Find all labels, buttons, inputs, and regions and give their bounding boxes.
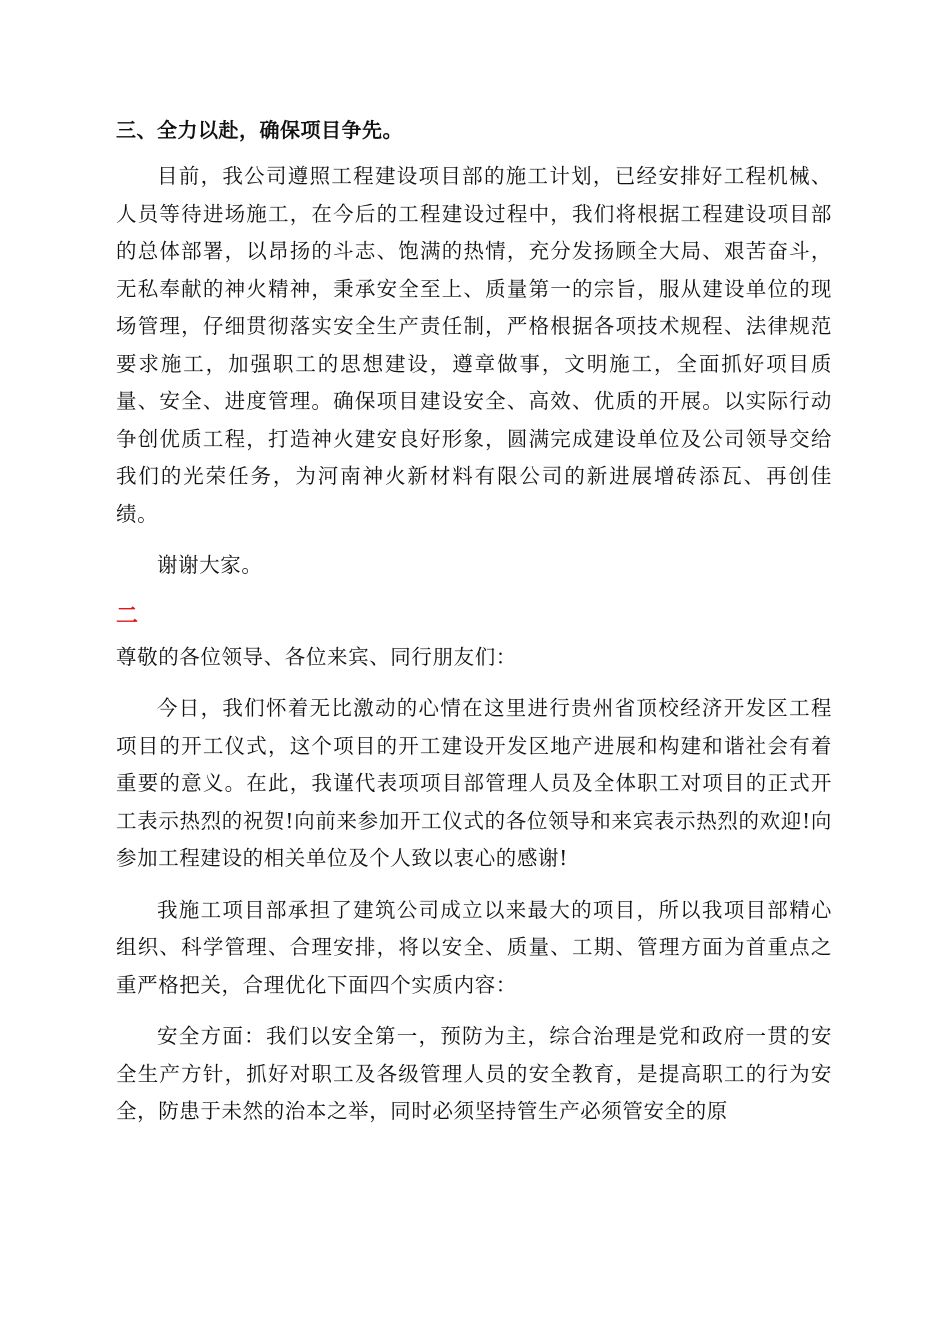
document-page (116, 110, 832, 1145)
body-paragraph: 安全方面：我们以安全第一，预防为主，综合治理是党和政府一贯的安全生产方针，抓好对职工及各级管理人员的安全教育，是提高职工的行为安全，防患于未然的治本之举，同时必须坚持管生产必须管安全的原 (116, 1024, 832, 1123)
body-paragraph: 目前，我公司遵照工程建设项目部的施工计划，已经安排好工程机械、人员等待进场施工，在今后的工程建设过程中，我们将根据工程建设项目部的总体部署，以昂扬的斗志、饱满的热情，充分发扬顾全大局、艰苦奋斗，无私奉献的神火精神，秉承安全至上、质量第一的宗旨，服从建设单位的现场管理，仔细贯彻落实安全生产责任制，严格根据各项技术规程、法律规范要求施工，加强职工的思想建设，遵章做事，文明施工，全面抓好项目质量、安全、进度管理。确保项目建设安全、高效、优质的开展。以实际行动争创优质工程，打造神火建安良好形象，圆满完成建设单位及公司领导交给我们的光荣任务，为河南神火新材料有限公司的新进展增砖添瓦、再创佳绩。 (116, 164, 832, 526)
body-paragraph: 我施工项目部承担了建筑公司成立以来最大的项目，所以我项目部精心组织、科学管理、合理安排，将以安全、质量、工期、管理方面为首重点之重严格把关，合理优化下面四个实质内容： (116, 897, 832, 997)
body-paragraph: 今日，我们怀着无比激动的心情在这里进行贵州省顶校经济开发区工程项目的开工仪式，这个项目的开工建设开发区地产进展和构建和谐社会有着重要的意义。在此，我谨代表项项目部管理人员及全体职工对项目的正式开工表示热烈的祝贺!向前来参加开工仪式的各位领导和来宾表示热烈的欢迎!向参加工程建设的相关单位及个人致以衷心的感谢! (116, 696, 832, 870)
closing-thanks: 谢谢大家。 (157, 553, 263, 577)
section-heading: 三、全力以赴，确保项目争先。 (116, 118, 403, 142)
section-number-marker: 二 (116, 603, 139, 629)
greeting-line: 尊敬的各位领导、各位来宾、同行朋友们： (116, 644, 517, 669)
